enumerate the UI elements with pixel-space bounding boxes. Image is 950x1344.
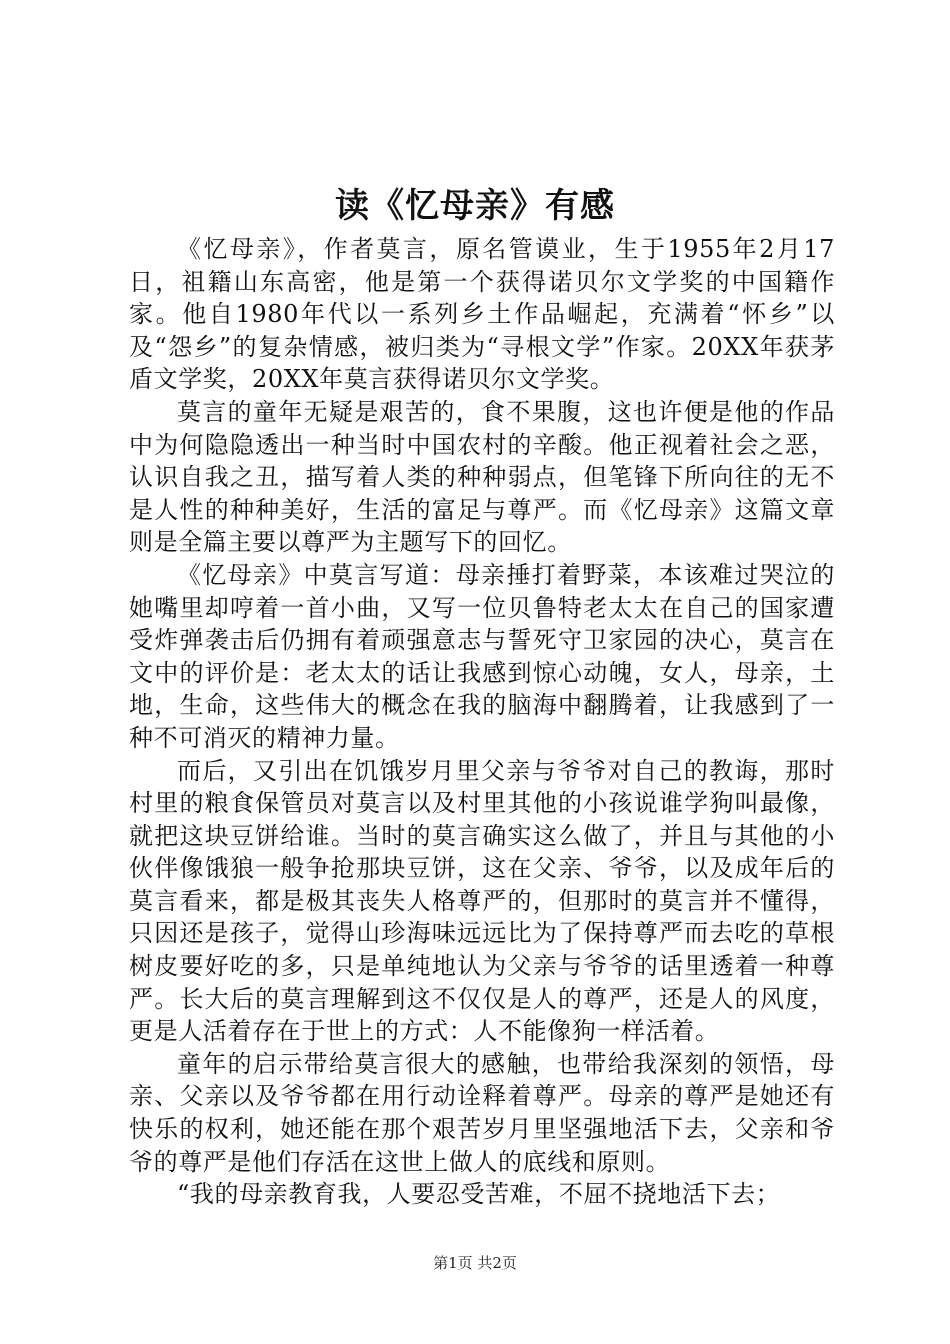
paragraph: 《忆母亲》，作者莫言，原名管谟业，生于1955年2月17日，祖籍山东高密，他是第一个获得诺贝尔文学奖的中国籍作家。他自1980年代以一系列乡土作品崛起，充满着“怀乡”以及“怨乡”的复杂情感，被归类为“寻根文学”作家。20XX年获茅盾文学奖，20XX年莫言获得诺贝尔文学奖。 [129, 235, 835, 394]
paragraph: 莫言的童年无疑是艰苦的，食不果腹，这也许便是他的作品中为何隐隐透出一种当时中国农村的辛酸。他正视着社会之恶，认识自我之丑，描写着人类的种种弱点，但笔锋下所向往的无不是人性的种种美好，生活的富足与尊严。而《忆母亲》这篇文章则是全篇主要以尊严为主题写下的回忆。 [129, 397, 835, 557]
page-title: 读《忆母亲》有感 [335, 186, 615, 226]
paragraph: 《忆母亲》中莫言写道：母亲捶打着野菜，本该难过哭泣的她嘴里却哼着一首小曲，又写一位贝鲁特老太太在自己的国家遭受炸弹袭击后仍拥有着顽强意志与誓死守卫家园的决心，莫言在文中的评价是：老太太的话让我感到惊心动魄，女人，母亲，土地，生命，这些伟大的概念在我的脑海中翻腾着，让我感到了一种不可消灭的精神力量。 [129, 560, 835, 752]
paragraph: 童年的启示带给莫言很大的感触，也带给我深刻的领悟，母亲、父亲以及爷爷都在用行动诠释着尊严。母亲的尊严是她还有快乐的权利，她还能在那个艰苦岁月里坚强地活下去，父亲和爷爷的尊严是他们存活在这世上做人的底线和原则。 [129, 1049, 835, 1176]
paragraph: “我的母亲教育我，人要忍受苦难，不屈不挠地活下去； [177, 1180, 781, 1209]
document-body [129, 233, 835, 1211]
paragraph: 而后，又引出在饥饿岁月里父亲与爷爷对自己的教诲，那时村里的粮食保管员对莫言以及村里其他的小孩说谁学狗叫最像，就把这块豆饼给谁。当时的莫言确实这么做了，并且与其他的小伙伴像饿狼一般争抢那块豆饼，这在父亲、爷爷，以及成年后的莫言看来，都是极其丧失人格尊严的，但那时的莫言并不懂得，只因还是孩子，觉得山珍海味远远比为了保持尊严而去吃的草根树皮要好吃的多，只是单纯地认为父亲与爷爷的话里透着一种尊严。长大后的莫言理解到这不仅仅是人的尊严，还是人的风度，更是人活着存在于世上的方式：人不能像狗一样活着。 [129, 756, 835, 1046]
page-footer: 第1页 共2页 [433, 1254, 517, 1272]
